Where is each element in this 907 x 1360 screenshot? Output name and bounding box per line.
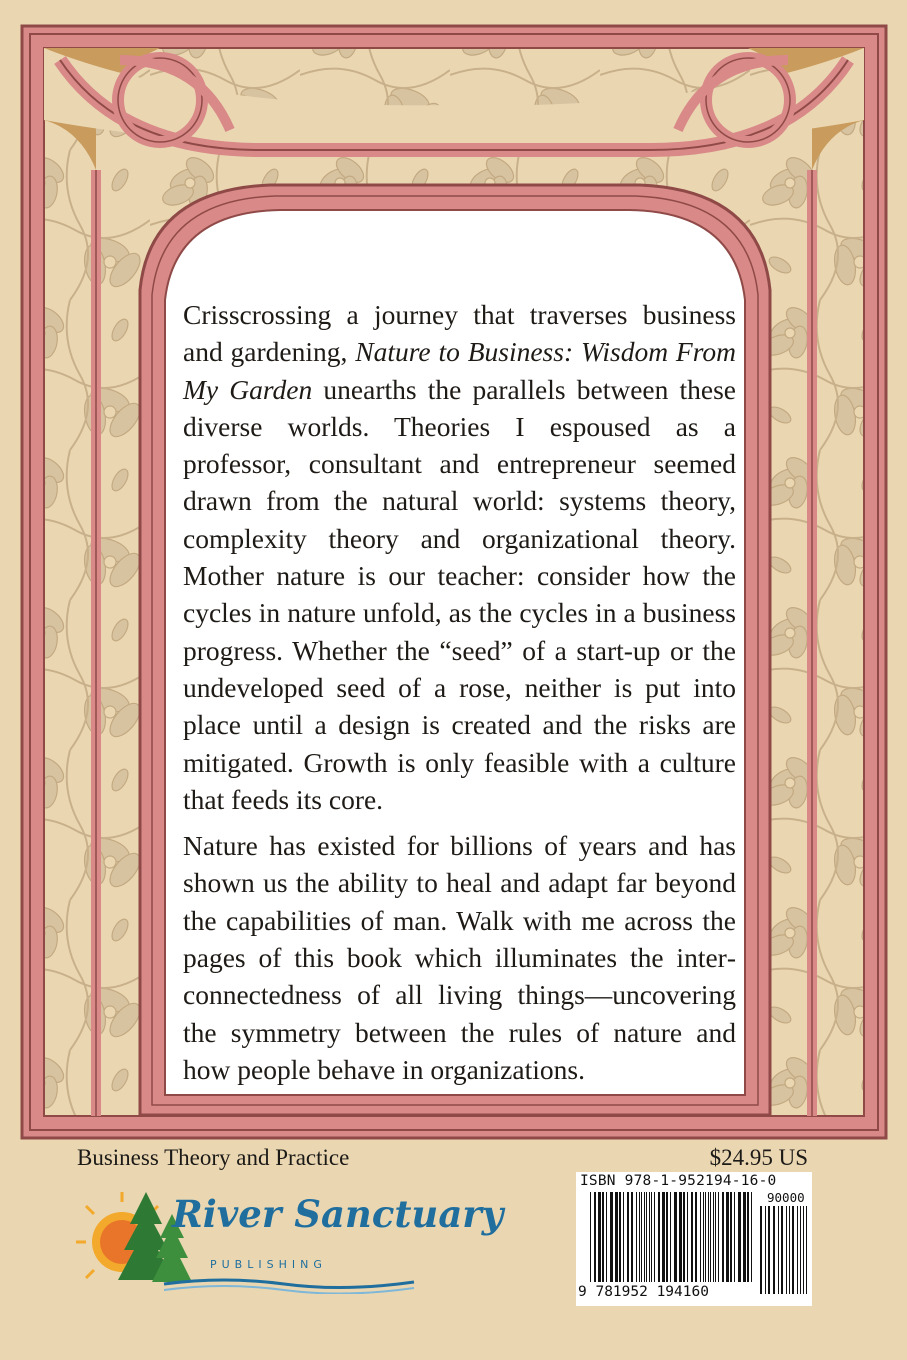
barcode-bar (708, 1192, 709, 1282)
barcode-bar (623, 1192, 624, 1282)
barcode-bar (658, 1192, 660, 1282)
barcode-bar (606, 1192, 607, 1282)
blurb-paragraph-1: Crisscrossing a journey that traverses business and gardening, Nature to Business: Wisdom From My Garden unearths the parallels between these diverse worlds. Theories I espoused as a professor, consultant and entrepreneur seemed drawn from the natural world: systems theory, complexity theory and organizational theory. Mother nature is our teacher: consider how the cycles in nature unfold, as the cycles in a business progress. Whether the “seed” of a start-up or the undeveloped seed of a rose, neither is put into place until a design is created and the risks are mitigated. Growth is only feasible with a culture that feeds its core. (183, 299, 736, 815)
addon-bar (773, 1206, 775, 1294)
barcode-bar (651, 1192, 652, 1282)
barcode-bar (703, 1192, 704, 1282)
barcode-bar (700, 1192, 701, 1282)
barcode-bar (705, 1192, 706, 1282)
barcode-bar (627, 1192, 629, 1282)
barcode-bar (674, 1192, 677, 1282)
barcode-bar (615, 1192, 618, 1282)
publisher-name: River Sanctuary (172, 1192, 504, 1236)
barcode-bar (670, 1192, 671, 1282)
barcode-bar (691, 1192, 693, 1282)
barcode-bar (619, 1192, 621, 1282)
addon-bar (803, 1206, 804, 1294)
back-cover-blurb (183, 296, 736, 1097)
price-label: $24.95 US (709, 1145, 808, 1170)
addon-bar (765, 1206, 766, 1294)
isbn-label: ISBN 978-1-952194-16-0 (580, 1173, 777, 1189)
barcode-bar (722, 1192, 724, 1282)
barcode-bar (666, 1192, 668, 1282)
barcode-bar (598, 1192, 601, 1282)
barcode-bar (679, 1192, 682, 1282)
barcode-bar (738, 1192, 741, 1282)
barcode-bar (718, 1192, 719, 1282)
publisher-subtitle: PUBLISHING (210, 1258, 327, 1271)
barcode-bar (710, 1192, 711, 1282)
barcode-bar (715, 1192, 716, 1282)
barcode-bar (649, 1192, 650, 1282)
barcode-bar (747, 1192, 749, 1282)
barcode-bar (695, 1192, 697, 1282)
price-addon-code: 90000 (767, 1190, 805, 1205)
addon-bar (781, 1206, 783, 1294)
barcode-bar (594, 1192, 596, 1282)
barcode-bar (644, 1192, 645, 1282)
barcode-bar (646, 1192, 647, 1282)
barcode-bar (631, 1192, 633, 1282)
addon-bar (778, 1206, 779, 1294)
addon-bar (800, 1206, 801, 1294)
barcode-bar (734, 1192, 735, 1282)
barcode-bar (713, 1192, 714, 1282)
addon-bar (786, 1206, 787, 1294)
addon-bar (806, 1206, 807, 1294)
addon-bar (768, 1206, 770, 1294)
barcode-bar (639, 1192, 640, 1282)
barcode-bar (683, 1192, 685, 1282)
barcode-bar (636, 1192, 637, 1282)
barcode-bar (730, 1192, 732, 1282)
barcode-bar (590, 1192, 591, 1282)
addon-bar (792, 1206, 794, 1294)
barcode-bar (743, 1192, 746, 1282)
blurb-paragraph-2: Nature has existed for billions of years and has shown us the ability to heal and adapt far beyond the capabilities of man. Walk with me across the pages of this book which illuminates the interconnectedness of all living things—uncovering the symmetry between the rules of nature and how people behave in organizations. (183, 830, 736, 1085)
addon-bar (760, 1206, 762, 1294)
barcode-bar (654, 1192, 655, 1282)
barcode-bar (602, 1192, 604, 1282)
barcode-bar (610, 1192, 613, 1282)
barcode-bar (641, 1192, 642, 1282)
addon-bar (797, 1206, 798, 1294)
ean-digits: 9 781952 194160 (578, 1284, 709, 1300)
addon-bar (789, 1206, 790, 1294)
barcode-bar (687, 1192, 688, 1282)
barcode-bar (751, 1192, 752, 1282)
book-title: Nature to Business: Wisdom From My Garden (183, 336, 736, 405)
barcode-bar (662, 1192, 665, 1282)
category-label: Business Theory and Practice (77, 1145, 350, 1170)
isbn-barcode (576, 1172, 812, 1306)
barcode-bar (726, 1192, 729, 1282)
